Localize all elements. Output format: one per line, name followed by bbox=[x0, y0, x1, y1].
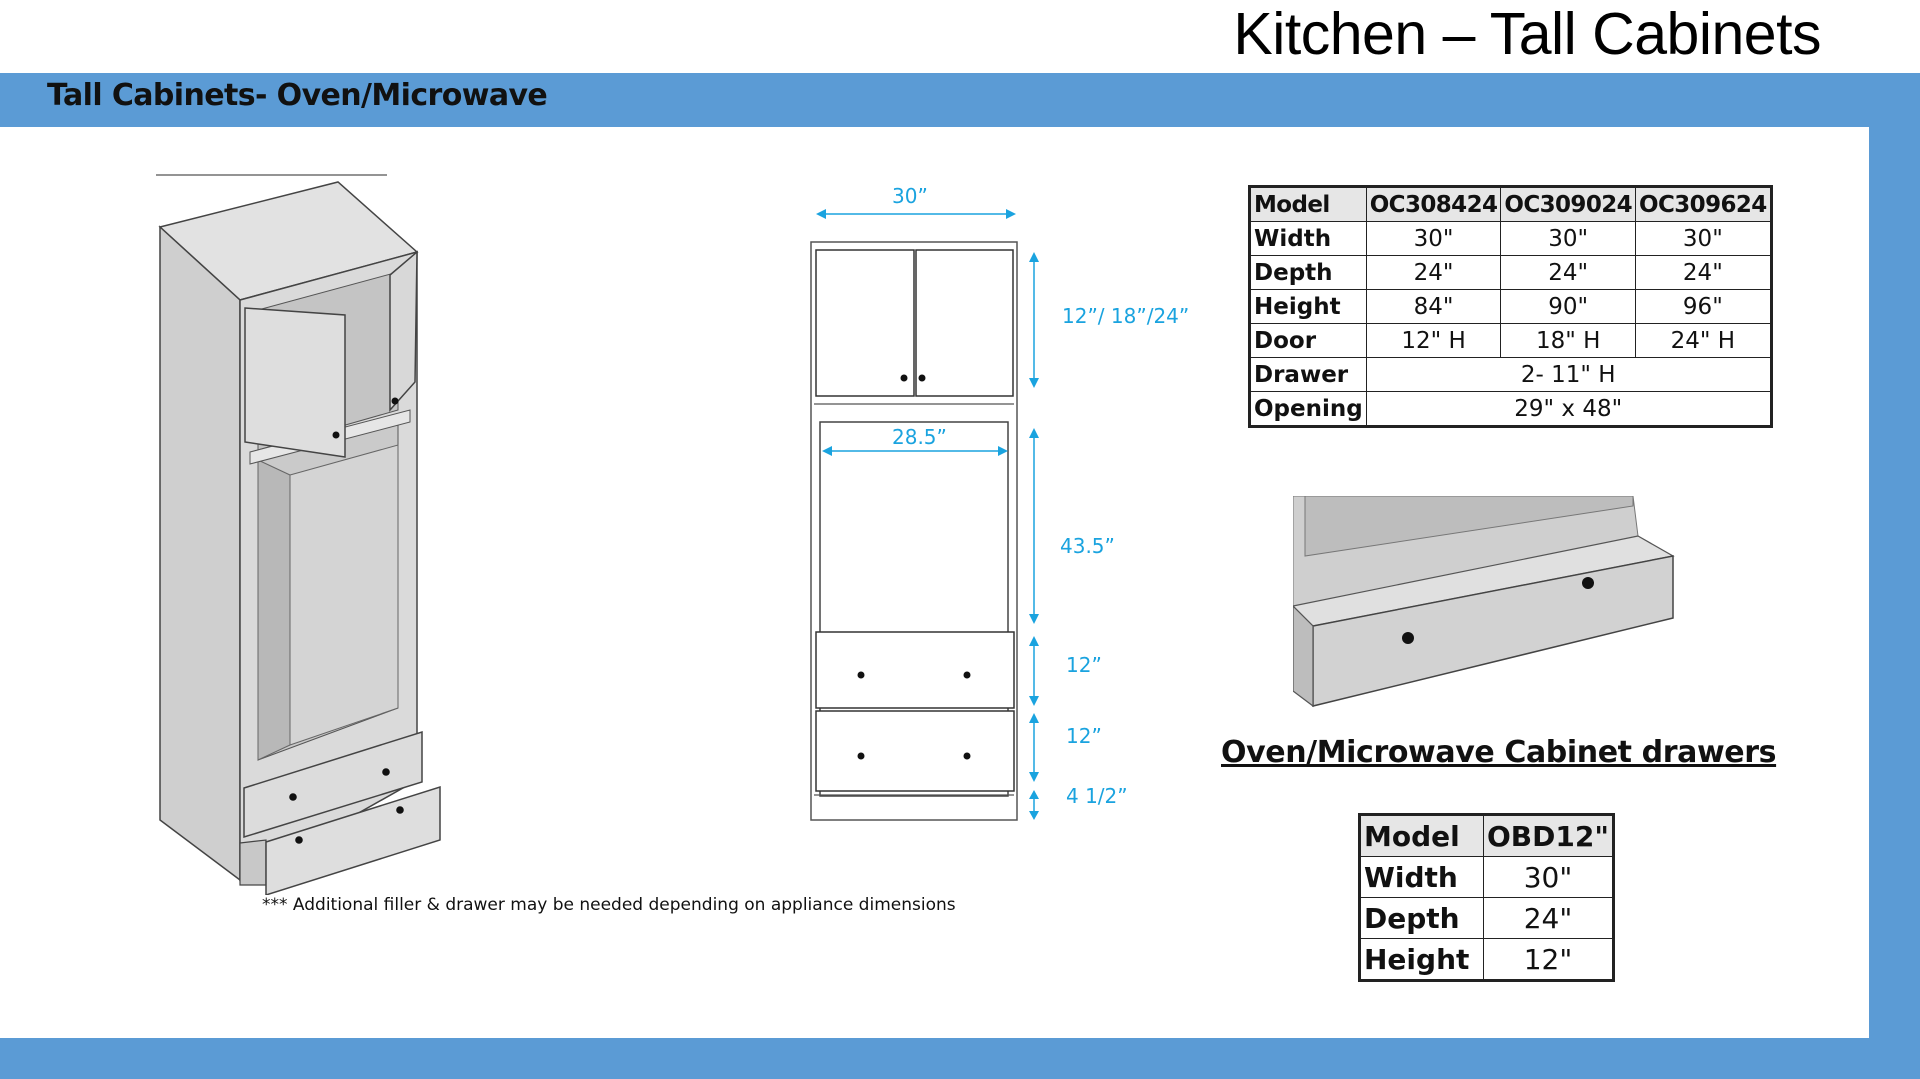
cabinet-spec-table bbox=[1248, 185, 1773, 428]
cell-value: 24" bbox=[1501, 256, 1636, 290]
table-row bbox=[1360, 857, 1614, 898]
row-label: Opening bbox=[1250, 392, 1367, 427]
drawer-spec-table bbox=[1358, 813, 1615, 982]
table-header-row bbox=[1360, 815, 1614, 857]
table-header-row bbox=[1250, 187, 1772, 222]
header-label: Model bbox=[1250, 187, 1367, 222]
cell-value: 24" bbox=[1484, 898, 1614, 939]
dim-opening-height-label: 43.5” bbox=[1060, 534, 1115, 558]
table-row bbox=[1360, 898, 1614, 939]
table-row bbox=[1360, 939, 1614, 981]
cabinet-elevation-drawing bbox=[800, 170, 1220, 835]
model-obd12: OBD12" bbox=[1484, 815, 1614, 857]
table-row bbox=[1250, 290, 1772, 324]
cell-value: 84" bbox=[1366, 290, 1501, 324]
cell-value: 24" H bbox=[1636, 324, 1772, 358]
dim-width-label: 30” bbox=[892, 184, 928, 208]
cell-value: 2- 11" H bbox=[1366, 358, 1771, 392]
model-oc309624: OC309624 bbox=[1636, 187, 1772, 222]
footer-band bbox=[0, 1038, 1920, 1079]
cell-value: 90" bbox=[1501, 290, 1636, 324]
cell-value: 12" bbox=[1484, 939, 1614, 981]
cell-value: 29" x 48" bbox=[1366, 392, 1771, 427]
row-label: Width bbox=[1360, 857, 1484, 898]
right-frame-band bbox=[1869, 73, 1920, 1079]
cabinet-isometric-illustration bbox=[140, 160, 450, 895]
table-row bbox=[1250, 324, 1772, 358]
table-row bbox=[1250, 256, 1772, 290]
page-title: Kitchen – Tall Cabinets bbox=[1233, 1, 1821, 67]
row-label: Width bbox=[1250, 222, 1367, 256]
dim-upper-height-label: 12”/ 18”/24” bbox=[1062, 304, 1190, 328]
dim-drawer1-label: 12” bbox=[1066, 653, 1102, 677]
footnote: *** Additional filler & drawer may be needed depending on appliance dimensions bbox=[262, 895, 956, 915]
row-label: Height bbox=[1360, 939, 1484, 981]
row-label: Height bbox=[1250, 290, 1367, 324]
cell-value: 24" bbox=[1636, 256, 1772, 290]
row-label: Drawer bbox=[1250, 358, 1367, 392]
table-row bbox=[1250, 358, 1772, 392]
drawer-illustration bbox=[1293, 496, 1678, 711]
cell-value: 96" bbox=[1636, 290, 1772, 324]
drawer-section-caption: Oven/Microwave Cabinet drawers bbox=[1221, 735, 1777, 770]
dim-toe-kick-label: 4 1/2” bbox=[1066, 784, 1128, 808]
row-label: Depth bbox=[1360, 898, 1484, 939]
model-oc309024: OC309024 bbox=[1501, 187, 1636, 222]
dim-drawer2-label: 12” bbox=[1066, 724, 1102, 748]
dim-opening-width-label: 28.5” bbox=[892, 425, 947, 449]
table-row bbox=[1250, 222, 1772, 256]
cell-value: 12" H bbox=[1366, 324, 1501, 358]
table-row bbox=[1250, 392, 1772, 427]
row-label: Door bbox=[1250, 324, 1367, 358]
cell-value: 30" bbox=[1484, 857, 1614, 898]
row-label: Depth bbox=[1250, 256, 1367, 290]
section-title: Tall Cabinets- Oven/Microwave bbox=[47, 78, 548, 113]
cell-value: 30" bbox=[1366, 222, 1501, 256]
cell-value: 18" H bbox=[1501, 324, 1636, 358]
cell-value: 24" bbox=[1366, 256, 1501, 290]
header-label: Model bbox=[1360, 815, 1484, 857]
model-oc308424: OC308424 bbox=[1366, 187, 1501, 222]
cell-value: 30" bbox=[1636, 222, 1772, 256]
cell-value: 30" bbox=[1501, 222, 1636, 256]
